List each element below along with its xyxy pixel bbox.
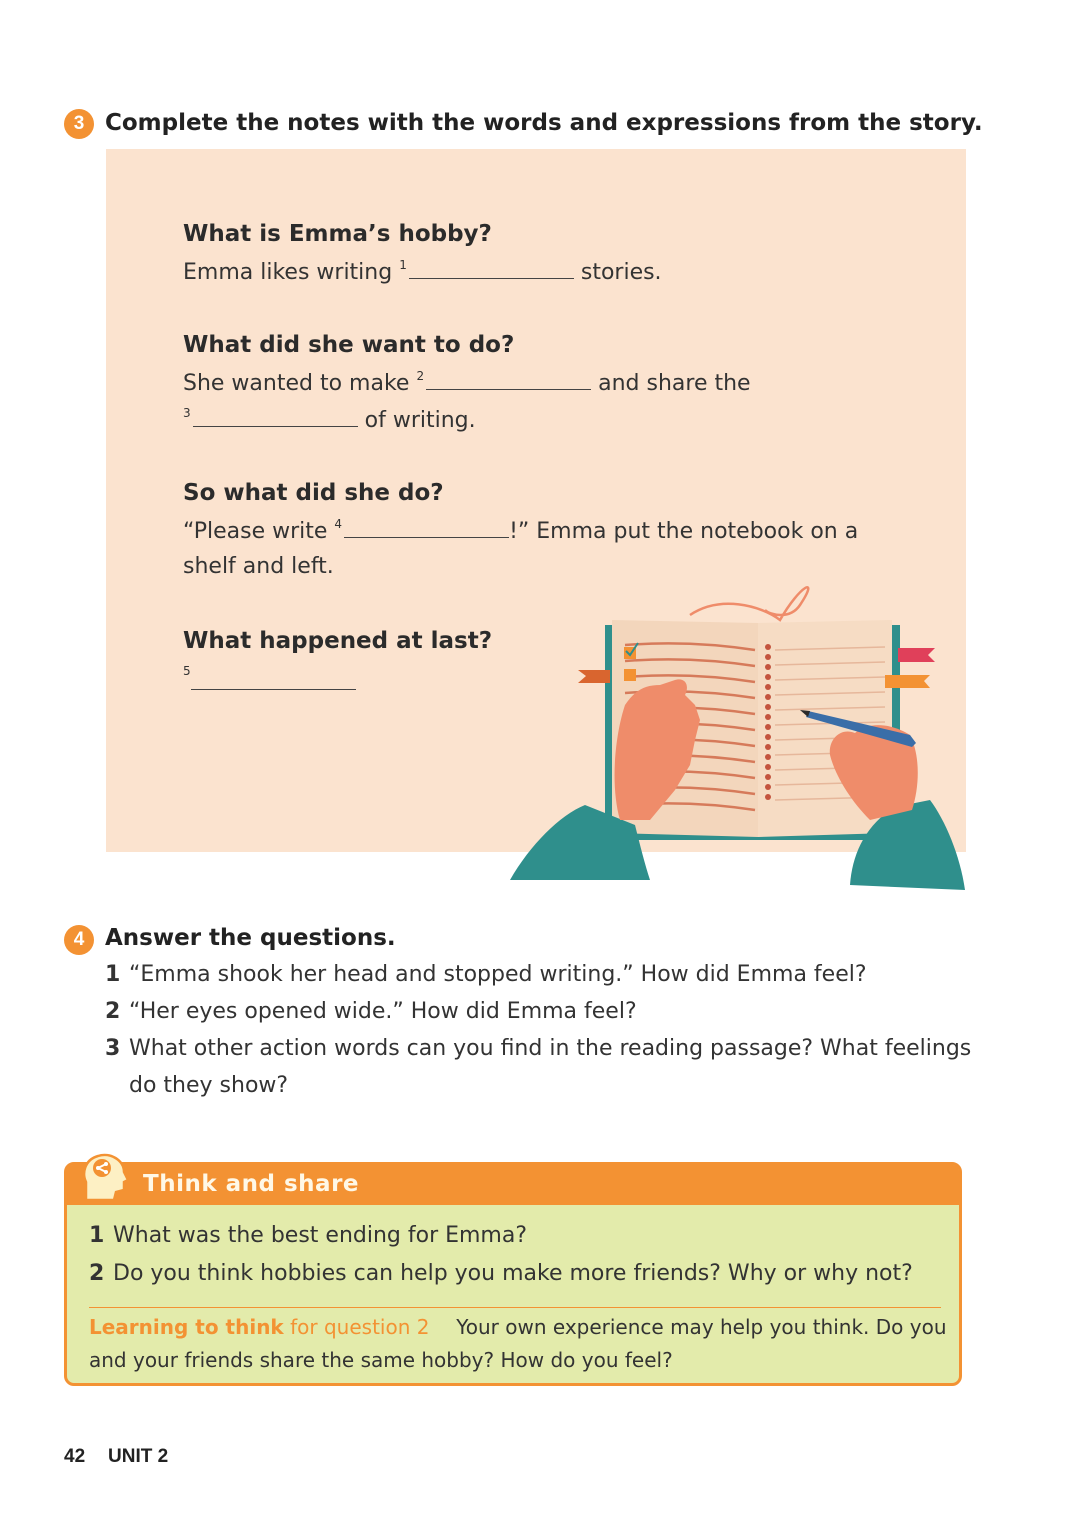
exercise-3-instruction: Complete the notes with the words and expressions from the story.: [105, 110, 983, 136]
unit-label: UNIT 2: [108, 1446, 169, 1467]
think-title: Think and share: [143, 1171, 360, 1197]
exercise-4-instruction: Answer the questions.: [105, 925, 396, 951]
checkbox-2: [624, 669, 636, 681]
exercise-4-question-3: 3 What other action words can you find in the reading passage? What feelings: [105, 1036, 972, 1061]
blank-2[interactable]: [426, 371, 591, 390]
note-question-3: So what did she do?: [183, 480, 444, 506]
think-and-share-box: [64, 1162, 962, 1386]
notebook-illustration: [500, 575, 980, 895]
note-answer-line-1: Emma likes writing $^1$ stories.: [183, 258, 662, 285]
learning-tip: Learning to think for question 2 Your own experience may help you think. Do you: [89, 1315, 947, 1339]
note-answer-line-4: “Please write $^4$ !” Emma put the notebook on a: [183, 517, 859, 544]
note-answer-line-5: shelf and left.: [183, 554, 334, 579]
blank-4[interactable]: [344, 519, 509, 538]
exercise-4-question-2: 2 “Her eyes opened wide.” How did Emma feel?: [105, 999, 637, 1024]
think-question-2: 2 Do you think hobbies can help you make more friends? Why or why not?: [89, 1261, 913, 1286]
note-answer-line-3: $^3$ of writing.: [183, 406, 476, 433]
learning-tip-cont: and your friends share the same hobby? How do you feel?: [89, 1348, 673, 1372]
bookmark-tab-left: [578, 670, 610, 683]
exercise-3-number: 3: [64, 109, 94, 139]
exercise-4-question-3-cont: do they show?: [129, 1073, 289, 1098]
ribbon-loop: [690, 587, 808, 620]
exercise-4-number: 4: [64, 925, 94, 955]
think-divider: [89, 1307, 941, 1308]
blank-1[interactable]: [409, 260, 574, 279]
think-question-1: 1 What was the best ending for Emma?: [89, 1223, 528, 1248]
bookmark-tab-right-2: [885, 675, 930, 688]
note-answer-line-2: She wanted to make $^2$ and share the: [183, 369, 751, 396]
page-number: 42: [64, 1446, 86, 1467]
think-head-icon: [80, 1150, 138, 1206]
note-question-4: What happened at last?: [183, 628, 493, 654]
note-question-1: What is Emma’s hobby?: [183, 221, 492, 247]
exercise-4-question-1: 1 “Emma shook her head and stopped writing.” How did Emma feel?: [105, 962, 867, 987]
bookmark-tab-right-1: [898, 648, 935, 662]
blank-3[interactable]: [193, 408, 358, 427]
blank-5-number: 5: [183, 664, 191, 678]
blank-5[interactable]: [191, 689, 356, 690]
note-question-2: What did she want to do?: [183, 332, 515, 358]
